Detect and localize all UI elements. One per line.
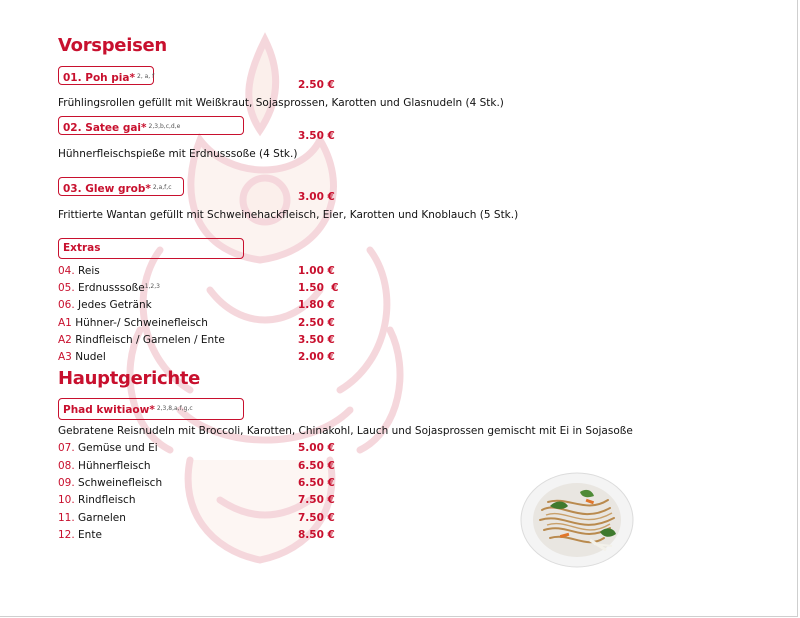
row-number: 08. — [58, 460, 75, 472]
extras-title: Extras — [63, 242, 101, 254]
item-description: Hühnerfleischspieße mit Erdnusssoße (4 Stk.) — [58, 148, 298, 160]
item-mark: * — [129, 72, 135, 84]
row-price: 1.80 € — [298, 299, 335, 311]
row-price: 1.50 € — [298, 282, 339, 294]
extras-row — [58, 265, 100, 277]
item-price: 2.50 € — [298, 79, 335, 91]
allergens: 2,a,f,c — [152, 184, 172, 191]
main-row — [58, 512, 126, 524]
main-row — [58, 460, 151, 472]
row-label: Gemüse und Ei — [78, 442, 158, 454]
item-title-box — [58, 66, 154, 85]
main-row — [58, 529, 102, 541]
row-allergens: 1,2,3 — [144, 283, 160, 290]
row-label: Nudel — [75, 351, 106, 363]
item-price: 3.00 € — [298, 191, 335, 203]
row-label: Reis — [78, 265, 100, 277]
main-row — [58, 442, 158, 454]
row-price: 3.50 € — [298, 334, 335, 346]
item-name: 02. Satee gai — [63, 122, 142, 134]
main-row — [58, 477, 162, 489]
item-mark: * — [145, 183, 151, 195]
row-price: 8.50 € — [298, 529, 335, 541]
item-title-box — [58, 116, 244, 135]
row-price: 2.50 € — [298, 317, 335, 329]
row-number: 07. — [58, 442, 75, 454]
row-label: Ente — [78, 529, 102, 541]
allergens: 2, a, f — [137, 73, 155, 80]
row-number: A1 — [58, 317, 72, 329]
dish-name: Phad kwitiaow — [63, 404, 150, 416]
row-number: 09. — [58, 477, 75, 489]
row-price: 6.50 € — [298, 460, 335, 472]
row-label: Rindfleisch / Garnelen / Ente — [75, 334, 225, 346]
dish-title-box — [58, 398, 244, 420]
dish-mark: * — [149, 404, 155, 416]
item-name: 03. Glew grob — [63, 183, 146, 195]
row-price: 6.50 € — [298, 477, 335, 489]
item-name: 01. Poh pia — [63, 72, 130, 84]
allergens: 2,3,8,a,f,g,c — [156, 405, 193, 412]
item-title-box — [58, 177, 184, 196]
row-price: 5.00 € — [298, 442, 335, 454]
row-price: 1.00 € — [298, 265, 335, 277]
row-number: 11. — [58, 512, 75, 524]
row-number: 04. — [58, 265, 75, 277]
row-number: 05. — [58, 282, 75, 294]
item-description: Frittierte Wantan gefüllt mit Schweinehackfleisch, Eier, Karotten und Knoblauch (5 Stk.) — [58, 209, 519, 221]
item-description: Frühlingsrollen gefüllt mit Weißkraut, Sojasprossen, Karotten und Glasnudeln (4 Stk.) — [58, 97, 504, 109]
row-number: A3 — [58, 351, 72, 363]
row-label: Erdnusssoße — [78, 282, 145, 294]
row-label: Hühnerfleisch — [78, 460, 151, 472]
row-price: 7.50 € — [298, 494, 335, 506]
row-price: 7.50 € — [298, 512, 335, 524]
row-label: Rindfleisch — [78, 494, 136, 506]
row-label: Jedes Getränk — [78, 299, 152, 311]
row-label: Schweinefleisch — [78, 477, 163, 489]
section-title-vorspeisen: Vorspeisen — [58, 35, 167, 56]
section-title-hauptgerichte: Hauptgerichte — [58, 368, 201, 389]
extras-row — [58, 299, 152, 311]
row-number: 06. — [58, 299, 75, 311]
row-label: Hühner-/ Schweinefleisch — [75, 317, 208, 329]
row-number: A2 — [58, 334, 72, 346]
item-price: 3.50 € — [298, 130, 335, 142]
dish-photo — [520, 470, 635, 568]
extras-row — [58, 334, 225, 346]
thai-figure-watermark — [120, 30, 410, 570]
extras-row — [58, 282, 160, 294]
allergens: 2,3,b,c,d,e — [148, 123, 181, 130]
extras-row — [58, 317, 208, 329]
extras-row — [58, 351, 106, 363]
row-price: 2.00 € — [298, 351, 335, 363]
row-number: 12. — [58, 529, 75, 541]
row-label: Garnelen — [78, 512, 126, 524]
row-number: 10. — [58, 494, 75, 506]
extras-title-box — [58, 238, 244, 259]
item-mark: * — [141, 122, 147, 134]
main-row — [58, 494, 135, 506]
dish-description: Gebratene Reisnudeln mit Broccoli, Karotten, Chinakohl, Lauch und Sojasprossen gemischt mit Ei in Sojasoße — [58, 425, 633, 437]
